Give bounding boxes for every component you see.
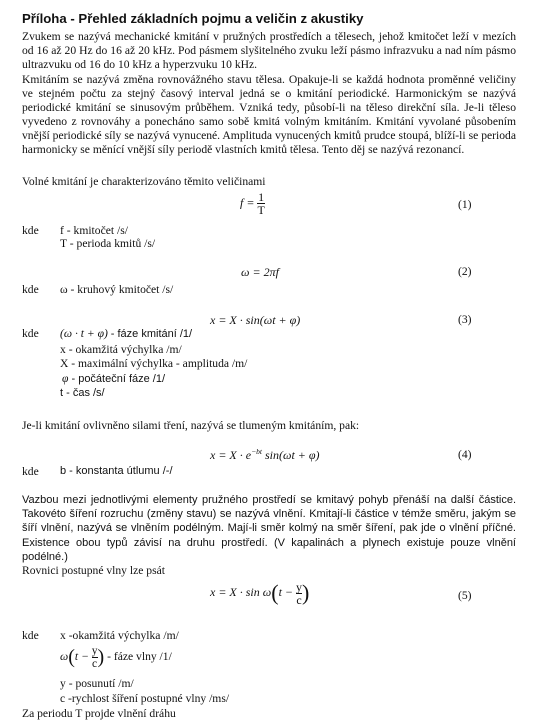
phase-description: - fáze kmitání /1/ bbox=[110, 328, 193, 340]
wave-phase-denominator: c bbox=[92, 657, 98, 670]
def-wave-x: x -okamžitá výchylka /m/ bbox=[60, 629, 179, 642]
equation-5-denominator: c bbox=[296, 592, 302, 607]
def-c: c -rychlost šíření postupné vlny /ms/ bbox=[60, 692, 230, 705]
equation-1-denominator: T bbox=[257, 203, 265, 217]
def-phi bbox=[62, 372, 165, 385]
equation-3-text: x = X · sin(ωt + φ) bbox=[210, 313, 301, 327]
equation-5-t: t − bbox=[278, 584, 293, 599]
equation-4-post: sin(ωt + φ) bbox=[262, 448, 320, 462]
def-X: X - maximální výchylka - amplituda /m/ bbox=[60, 357, 248, 370]
kde-label-5: kde bbox=[22, 629, 39, 642]
phi-symbol: φ bbox=[62, 372, 69, 385]
equation-1 bbox=[240, 191, 265, 216]
wave-phase-description: - fáze vlny /1/ bbox=[107, 650, 172, 664]
kde-label-1: kde bbox=[22, 224, 39, 237]
wave-phase-t: t − bbox=[74, 650, 89, 664]
equation-4 bbox=[210, 447, 320, 463]
def-t: t - čas /s/ bbox=[60, 387, 105, 399]
def-f: f - kmitočet /s/ bbox=[60, 224, 128, 237]
equation-1-fraction bbox=[257, 191, 264, 216]
equation-5: x = X · sin ω(t − $\frac{y}{c}$ ) bbox=[210, 579, 310, 607]
equation-1-lhs: f = bbox=[240, 195, 255, 210]
equation-1-number: (1) bbox=[458, 198, 472, 211]
paragraph-damped: Je-li kmitání ovlivněno silami tření, nazývá se tlumeným kmitáním, pak: bbox=[22, 419, 360, 432]
equation-4-pre: x = X · e bbox=[210, 448, 252, 462]
equation-2 bbox=[241, 265, 279, 280]
kde-label-4: kde bbox=[22, 465, 39, 478]
equation-3-number: (3) bbox=[458, 313, 472, 326]
paragraph-oscillation: Kmitáním se nazývá změna rovnovážného stavu tělesa. Opakuje-li se každá hodnota proměnné veličiny ve stejném počtu za stejný časový interval jedná se o kmitání periodické. Harmonickým se nazývá periodické kmitání se sinusovým průběhem. Vzniká tedy, působí-li na těleso direkční síla. Je-li těleso vyvedeno z rovnováhy a ponecháno samo sobě kmitá volným kmitáním. Kmitání vyvolané působením vnější periodické síly se nazývá vynucené. Amplituda vynucených kmitů prudce stoupá, blíží-li se perioda harmonicky se měnící vnější síly periodě vlastních kmitů tělesa. Tento děj se nazývá rezonancí. bbox=[22, 73, 516, 156]
phi-description: - počáteční fáze /1/ bbox=[68, 373, 166, 385]
paragraph-wave-equation: Rovnici postupné vlny lze psát bbox=[22, 564, 165, 577]
equation-3 bbox=[210, 313, 300, 328]
page-title: Příloha - Přehled základních pojmu a veličin z akustiky bbox=[22, 11, 364, 26]
equation-4-number: (4) bbox=[458, 448, 472, 461]
def-phase bbox=[60, 327, 192, 340]
equation-5-numerator: y bbox=[296, 579, 302, 594]
def-wave-phase: ω(t − $\frac{y}{c}$ ) - fáze vlny /1/ bbox=[60, 644, 172, 670]
paragraph-period: Za periodu T projde vlnění dráhu bbox=[22, 707, 176, 720]
wave-phase-omega: ω bbox=[60, 650, 69, 664]
kde-label-2: kde bbox=[22, 283, 39, 296]
kde-label-3: kde bbox=[22, 327, 39, 340]
equation-2-number: (2) bbox=[458, 265, 472, 278]
equation-5-pre: x = X · sin ω bbox=[210, 584, 272, 599]
paragraph-sound: Zvukem se nazývá mechanické kmitání v pružných prostředích a tělesech, jehož kmitočet leží v mezích od 16 až 20 Hz do 16 až 20 kHz. Pod pásmem slyšitelného zvuku leží pásmo infrazvuku a nad ním pásmo ultrazvuku od 16 do 10 kHz a hyperzvuku 10 kHz. bbox=[22, 30, 516, 71]
equation-5-number: (5) bbox=[458, 589, 472, 602]
def-b: b - konstanta útlumu /-/ bbox=[60, 465, 173, 477]
equation-2-text: ω = 2πf bbox=[241, 265, 279, 279]
def-y: y - posunutí /m/ bbox=[60, 677, 134, 690]
phase-expression: (ω · t + φ) bbox=[60, 327, 108, 340]
equation-1-numerator: 1 bbox=[258, 190, 265, 204]
def-T: T - perioda kmitů /s/ bbox=[60, 237, 156, 250]
wave-phase-numerator: y bbox=[91, 644, 98, 657]
paragraph-free-oscillation: Volné kmitání je charakterizováno těmito veličinami bbox=[22, 175, 266, 188]
def-x: x - okamžitá výchylka /m/ bbox=[60, 343, 182, 356]
paragraph-wave: Vazbou mezi jednotlivými elementy pružného prostředí se kmitavý pohyb přenáší na další částice. Takovéto šíření rozruchu (změny stavu) se nazývá vlnění. Kmitají-li částice v témže směru, jakým se šíří vlnění, nazývá se vlněním podélným. Mají-li směr kolmý na směr šíření, pak jde o vlnění příčné. Existence obou typů závisí na druhu prostředí. (V kapalinách a plynech existuje pouze vlnění podélné.) bbox=[22, 494, 516, 563]
def-omega: ω - kruhový kmitočet /s/ bbox=[60, 283, 174, 296]
equation-4-exponent: −bt bbox=[251, 447, 262, 456]
